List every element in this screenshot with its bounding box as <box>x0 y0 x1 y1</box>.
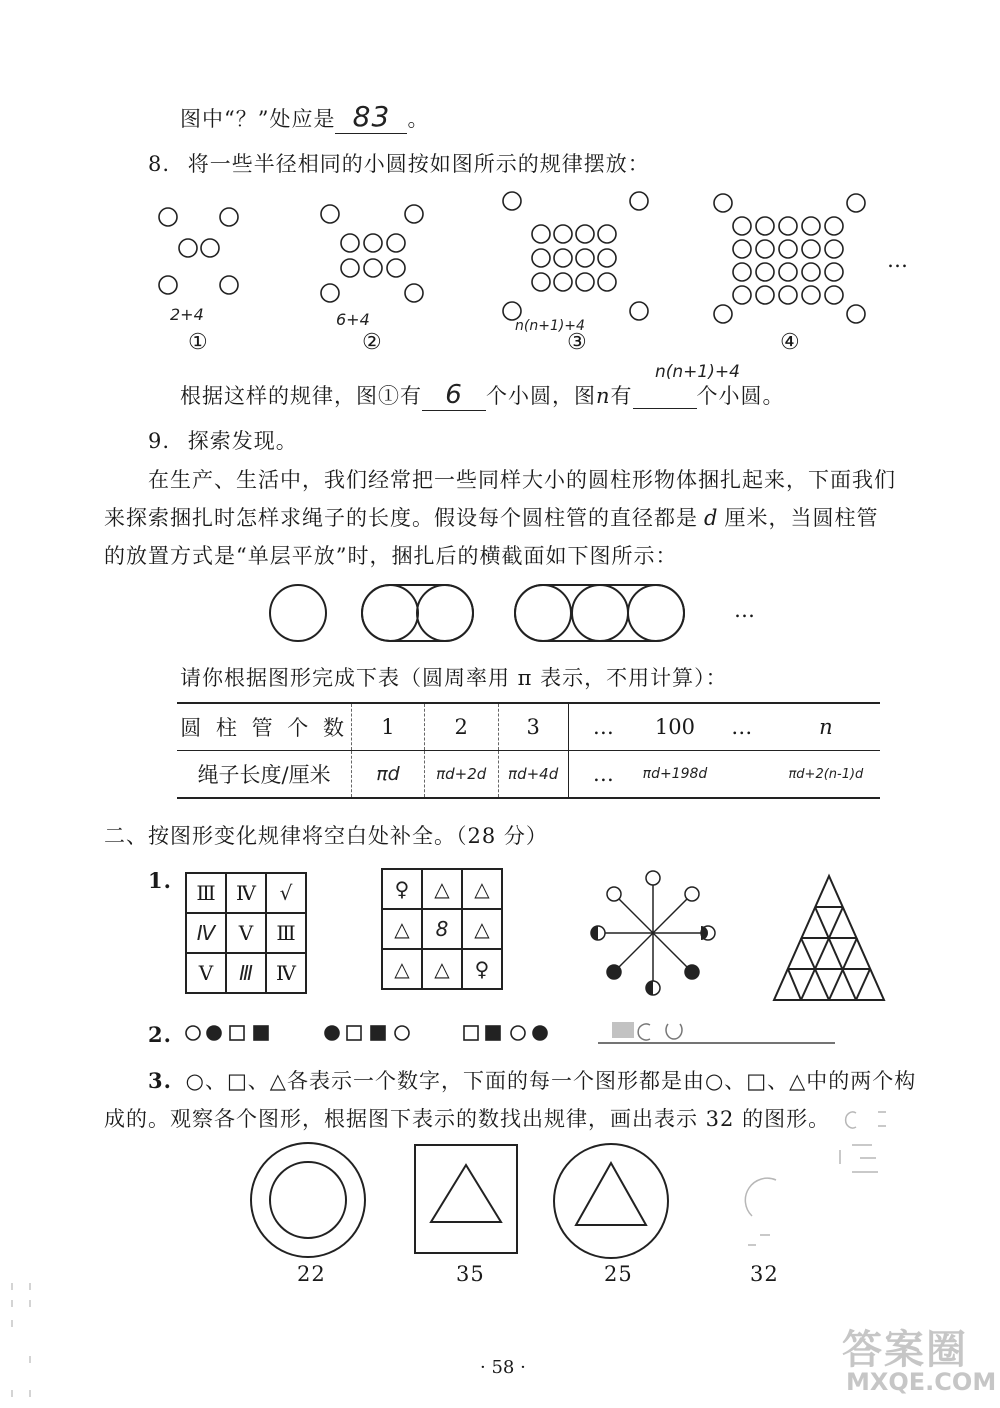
table-cell: … <box>712 703 772 751</box>
q7-answer-line: 图中“？”处应是 83 。 <box>180 100 430 133</box>
q9-heading: 9. 探索发现。 <box>148 429 298 453</box>
q9-ellipsis: … <box>734 598 756 622</box>
q8-label-4: ④ <box>780 330 801 355</box>
q8-stem: 8. 将一些半径相同的小圆按如图所示的规律摆放： <box>148 152 650 176</box>
table-cell: … <box>568 703 638 751</box>
q8-note-3: n(n+1)+4 <box>515 318 585 334</box>
q9-table-intro: 请你根据图形完成下表（圆周率用 π 表示，不用计算）： <box>180 666 728 690</box>
q8-answer-line: 根据这样的规律，图①有 6 个小圆，图n有 个小圆。 <box>180 380 785 410</box>
q9-para-2: 来探索捆扎时怎样求绳子的长度。假设每个圆柱管的直径都是 d 厘米，当圆柱管 <box>104 506 879 530</box>
s2-q3-line-2: 成的。观察各个图形，根据图下表示的数找出规律，画出表示 32 的图形。 <box>104 1107 831 1131</box>
s2-q3-caption-4: 32 <box>750 1262 779 1286</box>
table-cell: πd+198d <box>638 751 712 799</box>
table-cell: n <box>772 703 880 751</box>
table-cell: 圆 柱 管 个 数 <box>177 703 352 751</box>
table-cell: Ⅲ <box>226 953 266 993</box>
table-cell: Ⅳ <box>186 913 226 953</box>
table-cell: 100 <box>638 703 712 751</box>
table-cell: πd+2(n-1)d <box>772 751 880 799</box>
s2-q3-caption-1: 22 <box>297 1262 326 1286</box>
table-cell: 2 <box>424 703 498 751</box>
table-cell: Ⅳ <box>226 873 266 913</box>
table-cell: 1 <box>352 703 425 751</box>
q8-label-2: ② <box>362 330 383 355</box>
table-cell: √ <box>266 873 306 913</box>
s2-q3-line-1: 3. ○、□、△各表示一个数字，下面的每一个图形都是由○、□、△中的两个构 <box>148 1068 917 1093</box>
table-cell: Ⅴ <box>186 953 226 993</box>
q8-note-2: 6+4 <box>336 310 370 329</box>
q8-answer-2: n(n+1)+4 <box>655 362 740 382</box>
table-cell: △ <box>382 909 422 949</box>
q8-ellipsis: … <box>887 248 909 272</box>
page-number: · 58 · <box>480 1357 526 1378</box>
table-cell: … <box>568 751 638 799</box>
table-cell: πd <box>352 751 425 799</box>
q8-note-1: 2+4 <box>170 305 204 324</box>
watermark-logo: 答案圈 <box>842 1327 968 1373</box>
table-cell: Ⅴ <box>226 913 266 953</box>
table-cell: ♀ <box>462 949 502 989</box>
table-cell: △ <box>422 869 462 909</box>
table-cell: ♀ <box>382 869 422 909</box>
table-cell: Ⅳ <box>266 953 306 993</box>
s2-q2-num: 2. <box>148 1022 172 1047</box>
q8-label-1: ① <box>188 330 209 355</box>
table-cell: πd+2d <box>424 751 498 799</box>
table-cell: πd+4d <box>498 751 568 799</box>
table-cell: △ <box>462 909 502 949</box>
table-cell: Ⅲ <box>266 913 306 953</box>
table-cell: △ <box>462 869 502 909</box>
section-2-title: 二、按图形变化规律将空白处补全。（28 分） <box>104 824 548 848</box>
q7-answer: 83 <box>335 100 407 134</box>
table-cell: 8 <box>422 909 462 949</box>
q9-para-3: 的放置方式是“单层平放”时，捆扎后的横截面如下图所示： <box>104 544 678 568</box>
s2-q3-caption-2: 35 <box>456 1262 485 1286</box>
table-cell: 绳子长度/厘米 <box>177 751 352 799</box>
q8-label-3: ③ <box>567 330 588 355</box>
s2-q3-caption-3: 25 <box>604 1262 633 1286</box>
table-cell: △ <box>382 949 422 989</box>
s2-q1-num: 1. <box>148 868 172 893</box>
table-cell: 3 <box>498 703 568 751</box>
table-cell: △ <box>422 949 462 989</box>
q9-para-1: 在生产、生活中，我们经常把一些同样大小的圆柱形物体捆扎起来，下面我们 <box>148 468 896 492</box>
q8-answer-1: 6 <box>422 380 486 411</box>
watermark-url: MXQE.COM <box>846 1368 997 1396</box>
table-cell: Ⅲ <box>186 873 226 913</box>
